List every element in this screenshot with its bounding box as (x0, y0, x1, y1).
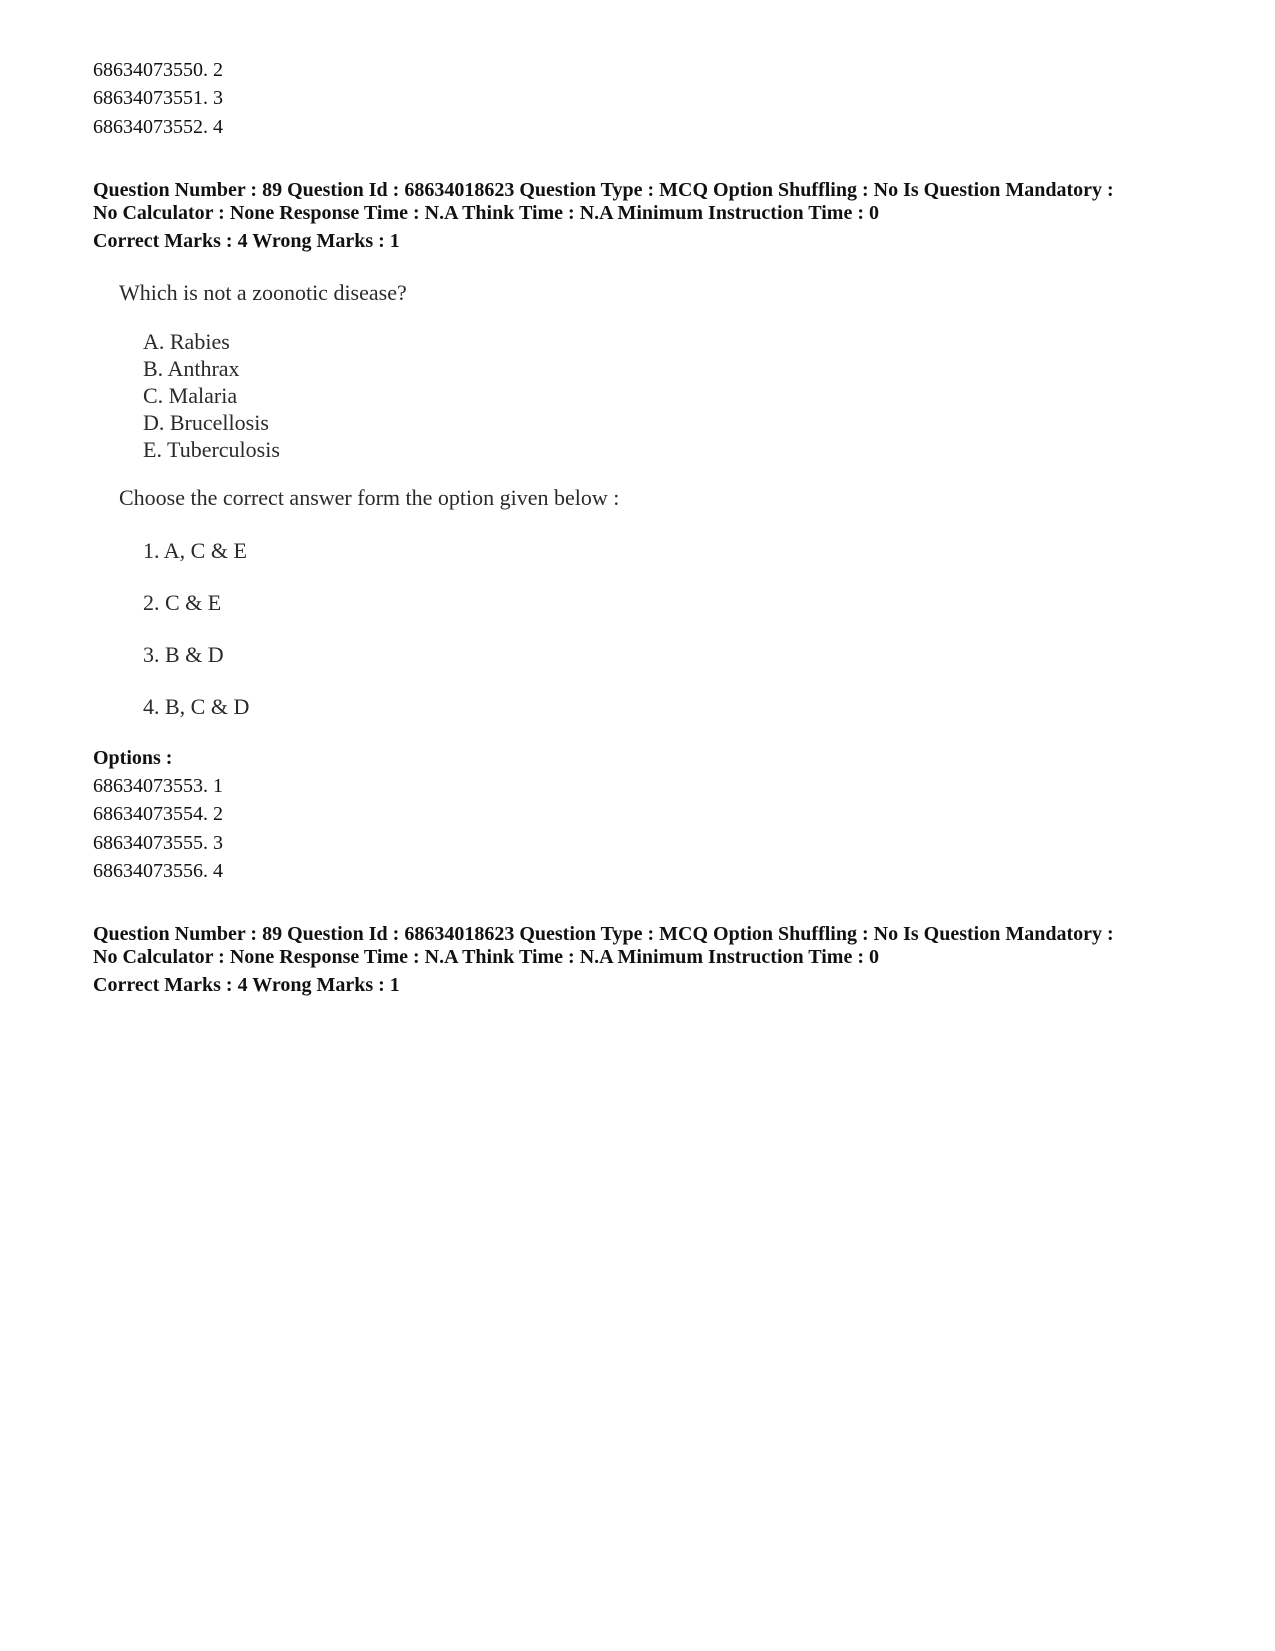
question-header-line-2: No Calculator : None Response Time : N.A Think Time : N.A Minimum Instruction Time : 0 (93, 946, 879, 968)
answer-choice-3: 3. B & D (143, 642, 224, 667)
question-header-line-2: No Calculator : None Response Time : N.A Think Time : N.A Minimum Instruction Time : 0 (93, 202, 879, 224)
option-2: 68634073554. 2 (93, 803, 223, 825)
question-choice-b: B. Anthrax (143, 356, 240, 381)
option-1: 68634073553. 1 (93, 775, 223, 797)
answer-choice-2: 2. C & E (143, 590, 222, 615)
option-4: 68634073556. 4 (93, 860, 223, 882)
question-header-line-1: Question Number : 89 Question Id : 68634018623 Question Type : MCQ Option Shuffling : No Is Question Mandatory : (93, 179, 1114, 201)
question-choice-c: C. Malaria (143, 383, 238, 408)
question-choice-e: E. Tuberculosis (143, 437, 280, 462)
answer-choice-4: 4. B, C & D (143, 694, 250, 719)
options-label: Options : (93, 747, 173, 769)
question-choice-d: D. Brucellosis (143, 410, 269, 435)
option-3: 68634073555. 3 (93, 832, 223, 854)
answer-choice-1: 1. A, C & E (143, 538, 247, 563)
question-stem: Which is not a zoonotic disease? (119, 280, 407, 305)
previous-option-3: 68634073552. 4 (93, 116, 223, 138)
question-choice-a: A. Rabies (143, 329, 230, 354)
question-header-line-1: Question Number : 89 Question Id : 68634018623 Question Type : MCQ Option Shuffling : No Is Question Mandatory : (93, 923, 1114, 945)
question-marks: Correct Marks : 4 Wrong Marks : 1 (93, 230, 400, 252)
previous-option-2: 68634073551. 3 (93, 87, 223, 109)
question-content (93, 280, 793, 740)
question-instruction: Choose the correct answer form the option given below : (119, 485, 620, 510)
question-marks: Correct Marks : 4 Wrong Marks : 1 (93, 974, 400, 996)
previous-option-1: 68634073550. 2 (93, 59, 223, 81)
